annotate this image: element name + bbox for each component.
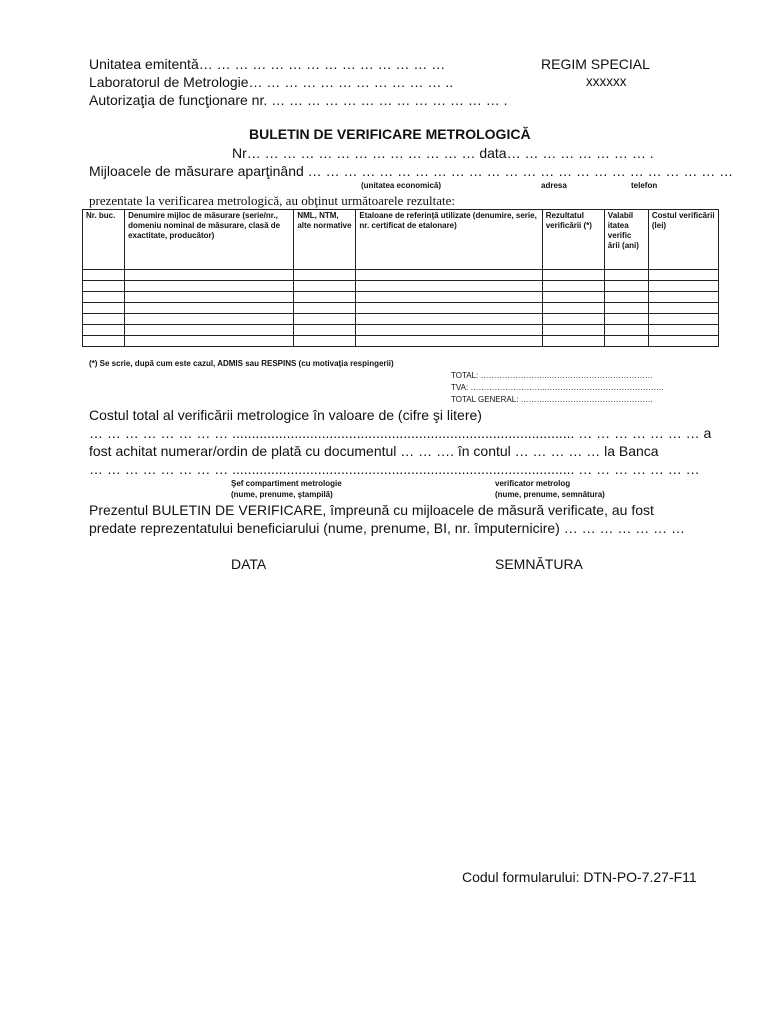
header-cell-result: Rezultatul verificării (*) (542, 210, 604, 270)
table-header-row (83, 210, 719, 270)
payment-line: fost achitat numerar/ordin de plată cu documentul … … …. în contul … … … … … la Banca (89, 443, 659, 459)
signature-label: SEMNĂTURA (495, 556, 583, 572)
number-date-line: Nr… … … … … … … … … … … … … data… … … … … … … … . (232, 145, 654, 161)
table-row (83, 281, 719, 292)
handover-line-1: Prezentul BULETIN DE VERIFICARE, împreună cu mijloacele de măsură verificate, au fost (89, 502, 654, 518)
table-row (83, 336, 719, 347)
phone-caption: telefon (631, 181, 658, 190)
header-cell-cost: Costul verificării (lei) (648, 210, 718, 270)
header-cell-norms: NML, NTM, alte normative (294, 210, 356, 270)
total-line: TOTAL: ……………………..………………………………… (451, 371, 653, 380)
document-title: BULETIN DE VERIFICARE METROLOGICĂ (249, 126, 531, 142)
table-row (83, 325, 719, 336)
handover-line-2: predate reprezentatului beneficiarului (nume, prenume, BI, nr. împuternicire) … … … … … … … (89, 520, 686, 536)
tva-line: TVA: ………………………..…………………………………….. (451, 383, 664, 392)
table-footnote: (*) Se scrie, după cum este cazul, ADMIS sau RESPINS (cu motivaţia respingerii) (89, 359, 394, 368)
table-row (83, 292, 719, 303)
date-label: DATA (231, 556, 267, 572)
header-cell-count: Nr. buc. (83, 210, 125, 270)
chief-title: Şef compartiment metrologie (231, 479, 342, 488)
lab-line: Laboratorul de Metrologie… … … … … … … … … … … .. (89, 74, 454, 90)
verification-table (82, 209, 719, 347)
cost-dots-line: … … … … … … … … ........................................................................................ … … … … … … … a (89, 425, 712, 441)
header-cell-validity: Valabil itatea verific ării (ani) (604, 210, 648, 270)
economic-unit-caption: (unitatea economică) (361, 181, 442, 190)
table-row (83, 303, 719, 314)
table-row (83, 270, 719, 281)
owner-line: Mijloacele de măsurare aparţinând … … … … … … … … … … … … … … … … … … … … … … … … (89, 163, 734, 179)
chief-caption: (nume, prenume, ştampilă) (231, 490, 333, 499)
table-row (83, 314, 719, 325)
issuer-line: Unitatea emitentă… … … … … … … … … … … … … … (89, 56, 446, 72)
presented-line: prezentate la verificarea metrologică, au obţinut următoarele rezultate: (89, 193, 455, 208)
header-cell-standards: Etaloane de referinţă utilizate (denumire, serie, nr. certificat de etalonare) (356, 210, 542, 270)
verifier-caption: (nume, prenume, semnătura) (495, 490, 605, 499)
cost-line: Costul total al verificării metrologice în valoare de (cifre şi litere) (89, 407, 482, 423)
total-general-line: TOTAL GENERAL: ………..………………………………… (451, 395, 654, 404)
authorization-line: Autorizaţia de funcţionare nr. … … … … … … … … … … … … … . (89, 92, 508, 108)
header-cell-instrument: Denumire mijloc de măsurare (serie/nr., domeniu nominal de măsurare, clasă de exactitate, producător) (125, 210, 294, 270)
address-caption: adresa (541, 181, 567, 190)
verifier-title: verificator metrolog (495, 479, 571, 488)
regime-code: xxxxxx (586, 74, 627, 89)
form-code: Codul formularului: DTN-PO-7.27-F11 (462, 869, 697, 885)
regime-label: REGIM SPECIAL (541, 56, 650, 72)
payment-dots-line: … … … … … … … … ........................................................................................ … … … … … … … (89, 461, 700, 477)
